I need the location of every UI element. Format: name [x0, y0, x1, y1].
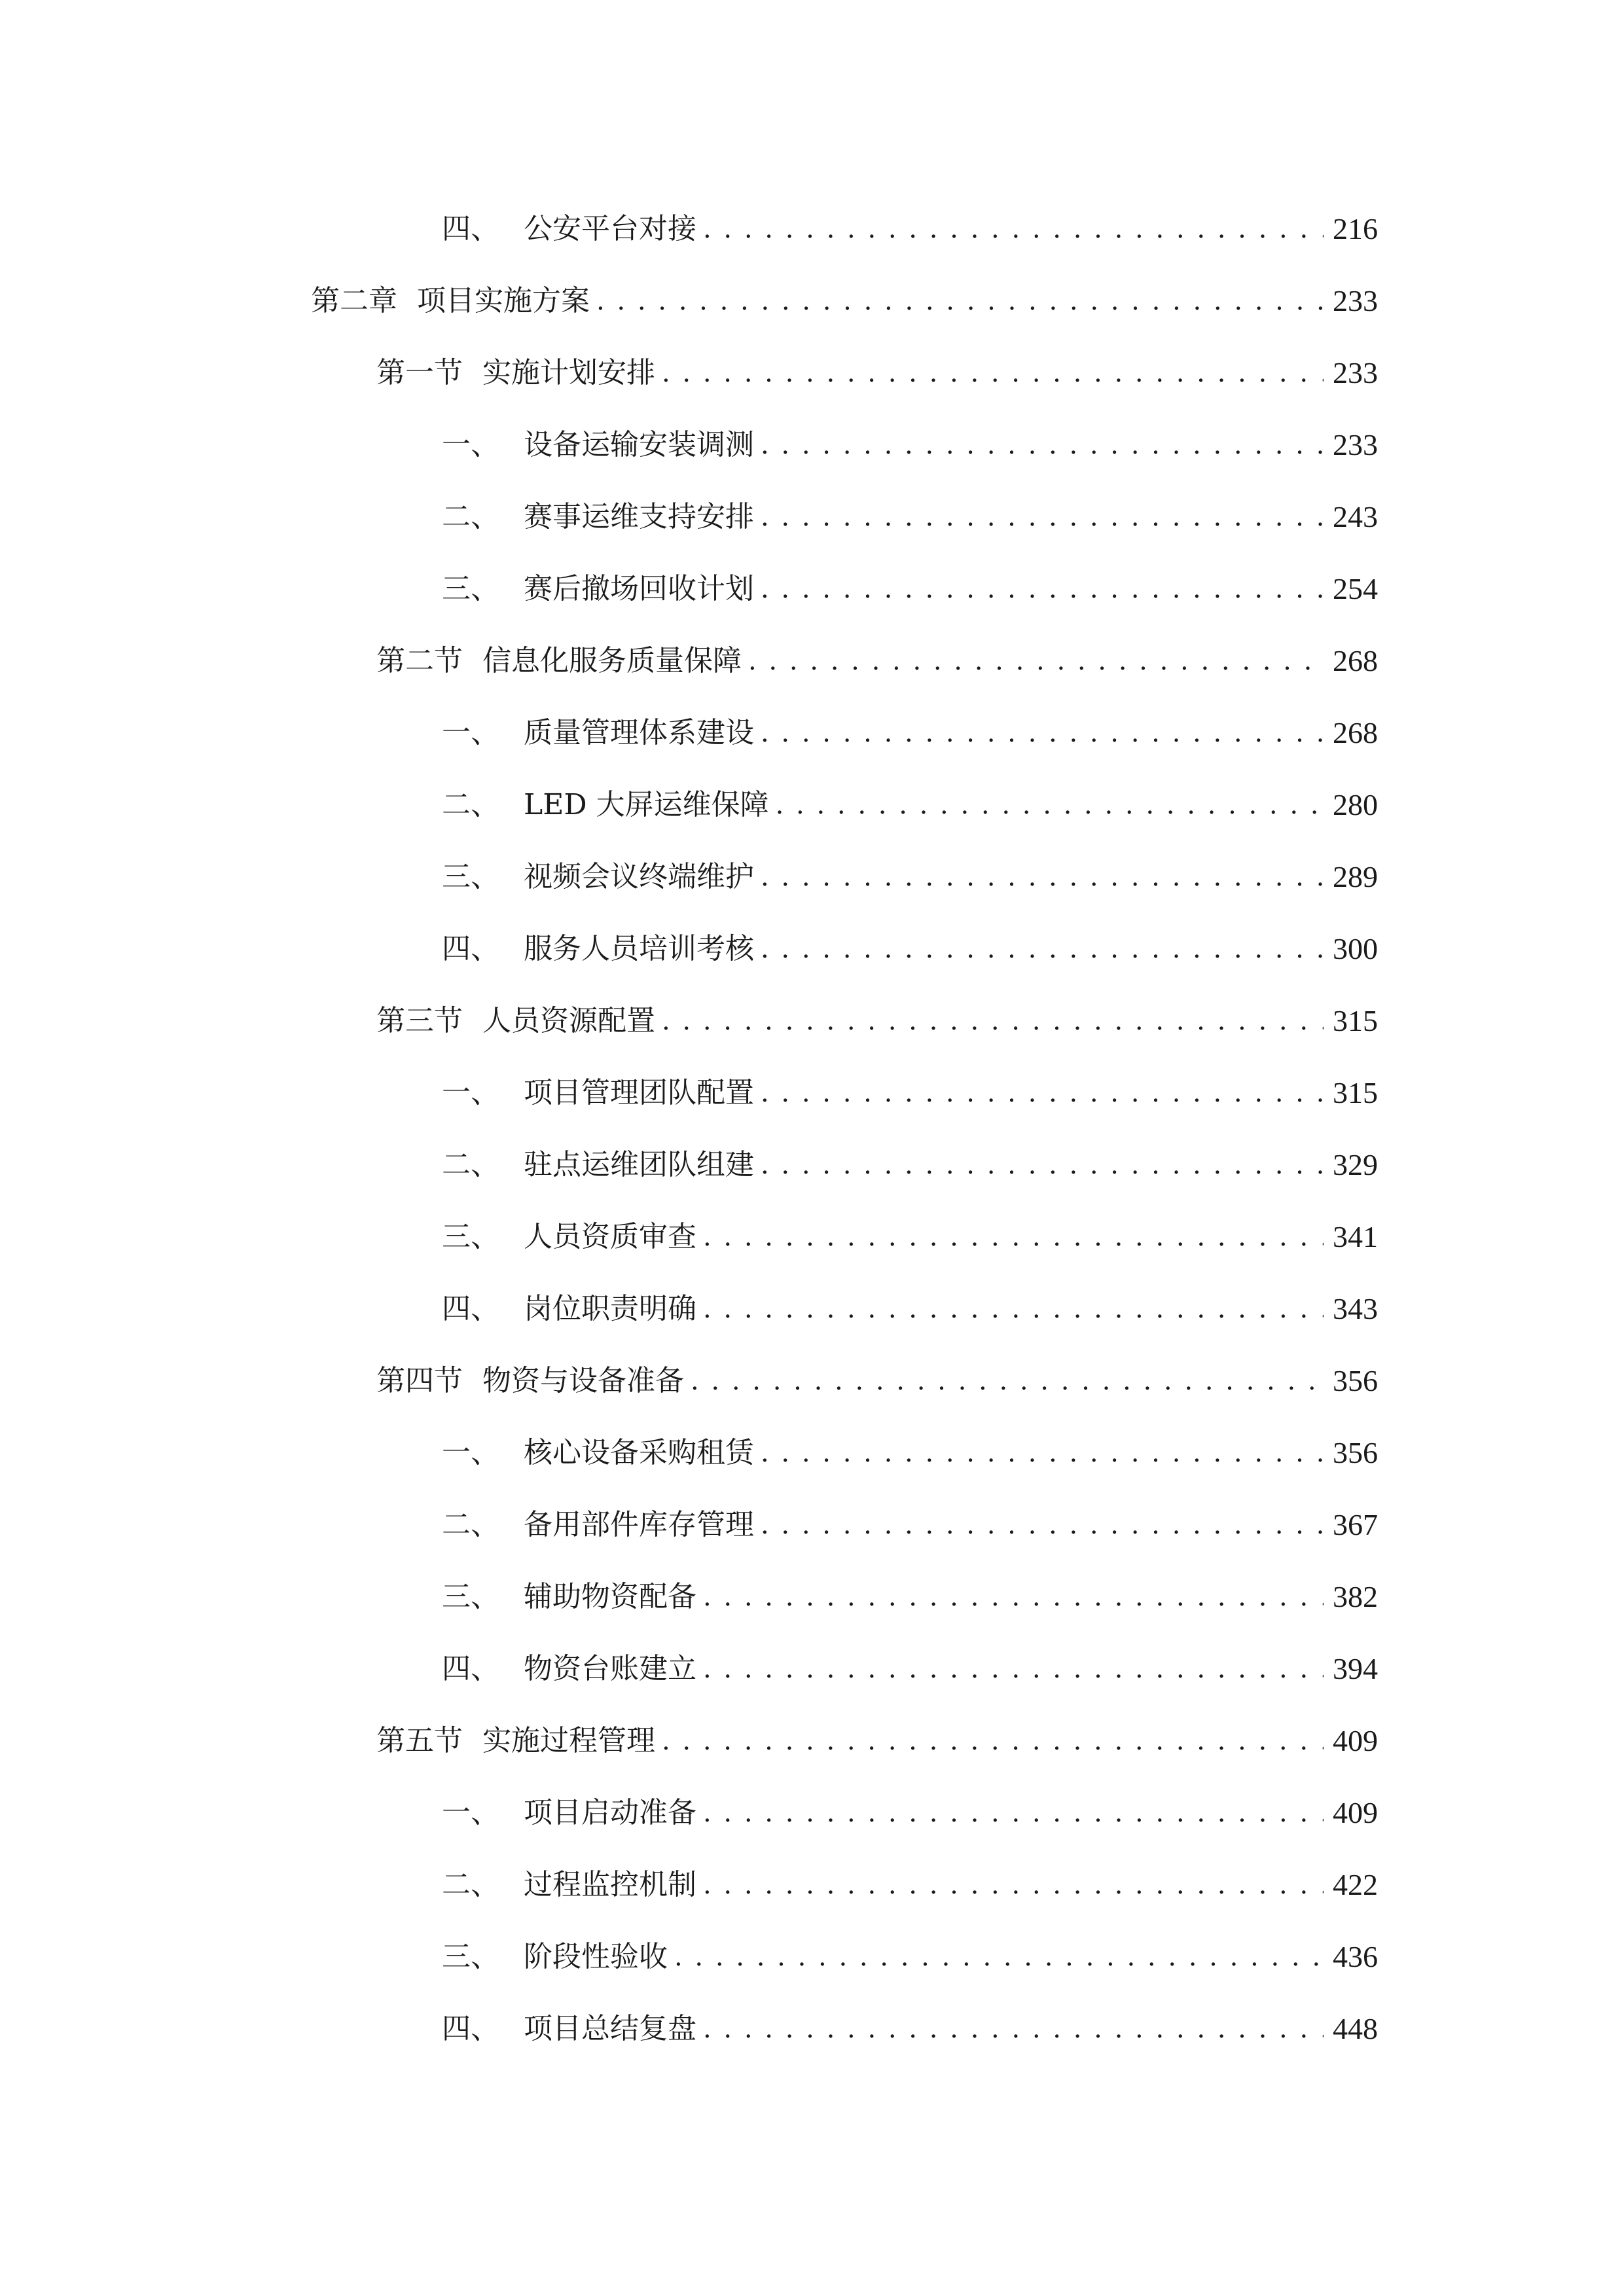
dot-leader [761, 563, 1324, 615]
toc-entry-page: 243 [1333, 500, 1378, 533]
dot-leader [703, 1643, 1324, 1695]
dot-leader [703, 2003, 1324, 2055]
toc-entry-page: 343 [1333, 1292, 1378, 1325]
toc-entry-title: 阶段性验收 [524, 1940, 668, 1973]
toc-entry-title: LED 大屏运维保障 [524, 788, 769, 821]
toc-entry[interactable] [442, 1643, 1378, 1695]
toc-entry-title: 人员资源配置 [482, 1004, 655, 1037]
dot-leader [748, 635, 1324, 687]
toc-entry-page: 280 [1333, 788, 1378, 821]
toc-entry-number: 三、 [442, 572, 499, 605]
dot-leader [761, 419, 1324, 471]
toc-entry-title: 备用部件库存管理 [524, 1508, 754, 1541]
toc-entry-title: 项目总结复盘 [524, 2012, 696, 2045]
toc-entry-section[interactable] [376, 1715, 1378, 1767]
toc-entry-number: 三、 [442, 1220, 499, 1253]
toc-entry-title: 驻点运维团队组建 [524, 1148, 754, 1181]
toc-entry[interactable] [442, 923, 1378, 975]
toc-entry-page: 409 [1333, 1724, 1378, 1757]
toc-entry-number: 二、 [442, 1148, 499, 1181]
dot-leader [703, 1571, 1324, 1623]
toc-entry-page: 233 [1333, 428, 1378, 461]
toc-entry-page: 289 [1333, 860, 1378, 893]
toc-entry-number: 一、 [442, 428, 499, 461]
dot-leader [761, 1427, 1324, 1479]
toc-entry-page: 268 [1333, 716, 1378, 749]
toc-entry-number: 第五节 [376, 1724, 463, 1757]
toc-entry-title: 赛事运维支持安排 [524, 500, 754, 533]
toc-entry-title: 设备运输安装调测 [524, 428, 754, 461]
toc-entry-title: 实施过程管理 [482, 1724, 655, 1757]
toc-entry-number: 一、 [442, 1076, 499, 1109]
toc-entry-page: 382 [1333, 1580, 1378, 1613]
toc-entry-page: 254 [1333, 572, 1378, 605]
dot-leader [691, 1355, 1324, 1407]
toc-entry-page: 315 [1333, 1004, 1378, 1037]
toc-entry-section[interactable] [376, 995, 1378, 1047]
toc-entry-title: 项目管理团队配置 [524, 1076, 754, 1109]
toc-entry-title: 视频会议终端维护 [524, 860, 754, 893]
toc-entry-page: 315 [1333, 1076, 1378, 1109]
toc-entry-number: 一、 [442, 716, 499, 749]
toc-entry[interactable] [442, 1139, 1378, 1191]
toc-entry-title: 项目实施方案 [417, 284, 590, 317]
toc-entry-page: 356 [1333, 1436, 1378, 1469]
toc-entry[interactable] [442, 1931, 1378, 1983]
toc-entry-page: 329 [1333, 1148, 1378, 1181]
toc-entry-title: 质量管理体系建设 [524, 716, 754, 749]
toc-entry-number: 第一节 [376, 356, 463, 389]
toc-entry-number: 四、 [442, 932, 499, 965]
toc-entry-number: 第四节 [376, 1364, 463, 1397]
toc-entry-page: 233 [1333, 284, 1378, 317]
toc-entry[interactable] [442, 1499, 1378, 1551]
toc-entry-page: 409 [1333, 1796, 1378, 1829]
toc-entry-number: 四、 [442, 1652, 499, 1685]
toc-entry-page: 300 [1333, 932, 1378, 965]
toc-entry-chapter[interactable] [311, 275, 1378, 327]
toc-entry-title: 服务人员培训考核 [524, 932, 754, 965]
toc-entry-number: 第三节 [376, 1004, 463, 1037]
toc-entry[interactable] [442, 1571, 1378, 1623]
dot-leader [761, 1067, 1324, 1119]
toc-entry-number: 二、 [442, 1868, 499, 1901]
toc-entry-section[interactable] [376, 347, 1378, 399]
toc-entry-title: 赛后撤场回收计划 [524, 572, 754, 605]
dot-leader [703, 1211, 1324, 1263]
dot-leader [674, 1931, 1324, 1983]
toc-entry-title: 项目启动准备 [524, 1796, 696, 1829]
dot-leader [662, 1715, 1324, 1767]
toc-entry-page: 394 [1333, 1652, 1378, 1685]
toc-entry-page: 268 [1333, 644, 1378, 677]
dot-leader [662, 995, 1324, 1047]
toc-entry-number: 二、 [442, 1508, 499, 1541]
toc-entry[interactable] [442, 2003, 1378, 2055]
toc-entry-number: 四、 [442, 212, 499, 245]
toc-entry-number: 一、 [442, 1436, 499, 1469]
toc-entry-page: 216 [1333, 212, 1378, 245]
dot-leader [703, 1283, 1324, 1335]
toc-entry-title: 物资与设备准备 [482, 1364, 684, 1397]
toc-entry-number: 二、 [442, 500, 499, 533]
toc-entry-page: 436 [1333, 1940, 1378, 1973]
toc-entry[interactable] [442, 707, 1378, 759]
toc-entry-page: 233 [1333, 356, 1378, 389]
toc-entry-number: 第二章 [311, 284, 397, 317]
toc-entry-title: 核心设备采购租赁 [524, 1436, 754, 1469]
toc-entry[interactable] [442, 419, 1378, 471]
toc-entry[interactable] [442, 1859, 1378, 1911]
toc-entry-title: 公安平台对接 [524, 212, 696, 245]
toc-entry[interactable] [442, 563, 1378, 615]
toc-entry-number: 第二节 [376, 644, 463, 677]
dot-leader [703, 1787, 1324, 1839]
dot-leader [761, 1139, 1324, 1191]
toc-entry-title: 实施计划安排 [482, 356, 655, 389]
toc-entry-page: 341 [1333, 1220, 1378, 1253]
toc-entry-title: 辅助物资配备 [524, 1580, 696, 1613]
toc-entry-number: 三、 [442, 1940, 499, 1973]
toc-entry-title: 过程监控机制 [524, 1868, 696, 1901]
toc-entry-page: 448 [1333, 2012, 1378, 2045]
toc-entry[interactable] [442, 1283, 1378, 1335]
toc-entry[interactable] [442, 1211, 1378, 1263]
toc-entry[interactable] [442, 851, 1378, 903]
toc-entry-number: 四、 [442, 1292, 499, 1325]
dot-leader [703, 203, 1324, 255]
toc-entry-number: 四、 [442, 2012, 499, 2045]
toc-entry[interactable] [442, 779, 1378, 831]
toc-entry[interactable] [442, 491, 1378, 543]
toc-entry[interactable] [442, 1427, 1378, 1479]
toc-entry-number: 三、 [442, 860, 499, 893]
dot-leader [596, 275, 1324, 327]
toc-entry[interactable] [442, 1067, 1378, 1119]
toc-entry-number: 一、 [442, 1796, 499, 1829]
dot-leader [703, 1859, 1324, 1911]
toc-entry-title: 物资台账建立 [524, 1652, 696, 1685]
toc-entry[interactable] [442, 1787, 1378, 1839]
toc-entry-title: 岗位职责明确 [524, 1292, 696, 1325]
dot-leader [761, 707, 1324, 759]
toc-entry-title: 信息化服务质量保障 [482, 644, 742, 677]
toc-entry-number: 二、 [442, 788, 499, 821]
toc-entry-number: 三、 [442, 1580, 499, 1613]
toc-entry[interactable] [442, 203, 1378, 255]
toc-entry-page: 356 [1333, 1364, 1378, 1397]
dot-leader [761, 851, 1324, 903]
toc-entry-page: 422 [1333, 1868, 1378, 1901]
toc-entry-page: 367 [1333, 1508, 1378, 1541]
dot-leader [761, 491, 1324, 543]
dot-leader [761, 923, 1324, 975]
toc-entry-title: 人员资质审查 [524, 1220, 696, 1253]
toc-entry-section[interactable] [376, 1355, 1378, 1407]
dot-leader [776, 779, 1324, 831]
toc-entry-section[interactable] [376, 635, 1378, 687]
dot-leader [761, 1499, 1324, 1551]
dot-leader [662, 347, 1324, 399]
